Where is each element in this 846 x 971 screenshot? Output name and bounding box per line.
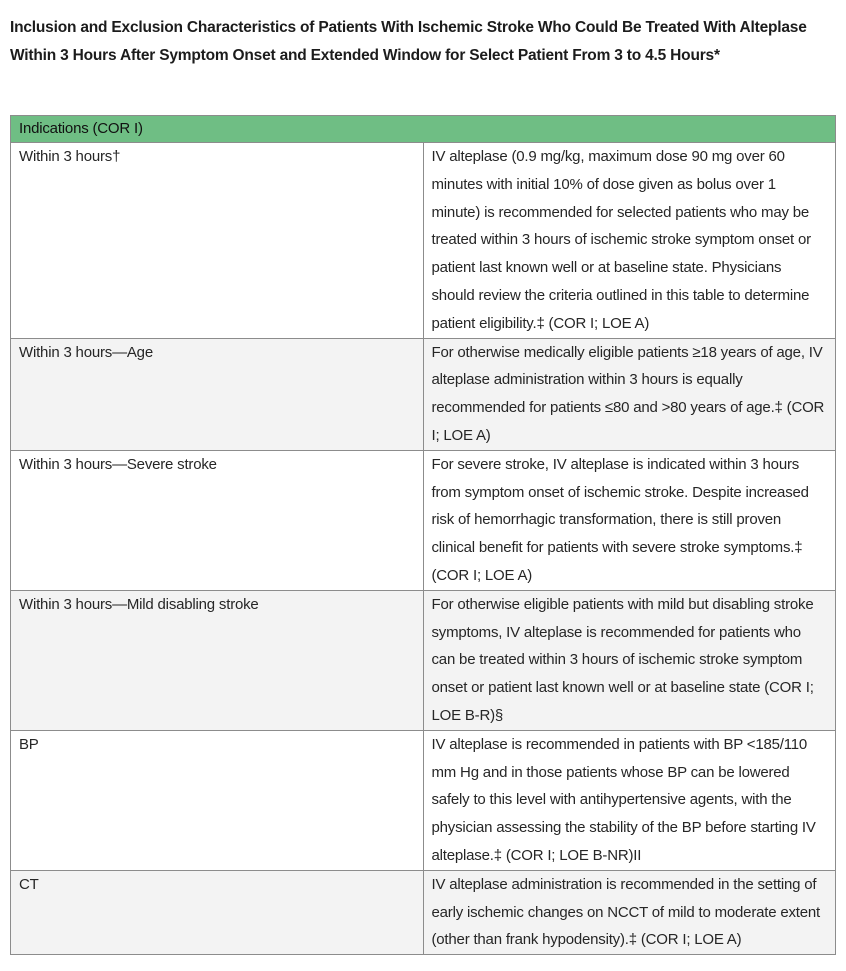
table-row bbox=[11, 870, 836, 954]
row-label-age: Within 3 hours—Age bbox=[11, 338, 424, 450]
table-header-row bbox=[11, 116, 836, 143]
table-row bbox=[11, 338, 836, 450]
row-text-mild-disabling-stroke: For otherwise eligible patients with mild but disabling stroke symptoms, IV alteplase is recommended for patients who can be treated within 3 hours of ischemic stroke symptom onset or patient last known well or at baseline state (COR I; LOE B-R)§ bbox=[423, 590, 836, 730]
indications-table bbox=[10, 115, 836, 955]
row-label-within-3-hours: Within 3 hours† bbox=[11, 143, 424, 339]
table-row bbox=[11, 450, 836, 590]
table-header-indications: Indications (COR I) bbox=[11, 116, 836, 143]
row-text-age: For otherwise medically eligible patients ≥18 years of age, IV alteplase administration within 3 hours is equally recommended for patients ≤80 and >80 years of age.‡ (COR I; LOE A) bbox=[423, 338, 836, 450]
table-row bbox=[11, 590, 836, 730]
row-label-mild-disabling-stroke: Within 3 hours—Mild disabling stroke bbox=[11, 590, 424, 730]
row-text-severe-stroke: For severe stroke, IV alteplase is indicated within 3 hours from symptom onset of ischemic stroke. Despite increased risk of hemorrhagic transformation, there is still proven clinical benefit for patients with severe stroke symptoms.‡ (COR I; LOE A) bbox=[423, 450, 836, 590]
page-title: Inclusion and Exclusion Characteristics of Patients With Ischemic Stroke Who Could Be Treated With Alteplase Within 3 Hours After Symptom Onset and Extended Window for Select Patient From 3 to 4.5 Hours* bbox=[10, 19, 807, 64]
table-row bbox=[11, 730, 836, 870]
row-label-severe-stroke: Within 3 hours—Severe stroke bbox=[11, 450, 424, 590]
row-text-bp: IV alteplase is recommended in patients with BP <185/110 mm Hg and in those patients whose BP can be lowered safely to this level with antihypertensive agents, with the physician assessing the stability of the BP before starting IV alteplase.‡ (COR I; LOE B-NR)II bbox=[423, 730, 836, 870]
table-row bbox=[11, 143, 836, 339]
row-text-within-3-hours: IV alteplase (0.9 mg/kg, maximum dose 90 mg over 60 minutes with initial 10% of dose given as bolus over 1 minute) is recommended for selected patients who may be treated within 3 hours of ischemic stroke symptom onset or patient last known well or at baseline state. Physicians should review the criteria outlined in this table to determine patient eligibility.‡ (COR I; LOE A) bbox=[423, 143, 836, 339]
row-label-bp: BP bbox=[11, 730, 424, 870]
row-text-ct: IV alteplase administration is recommended in the setting of early ischemic changes on NCCT of mild to moderate extent (other than frank hypodensity).‡ (COR I; LOE A) bbox=[423, 870, 836, 954]
row-label-ct: CT bbox=[11, 870, 424, 954]
